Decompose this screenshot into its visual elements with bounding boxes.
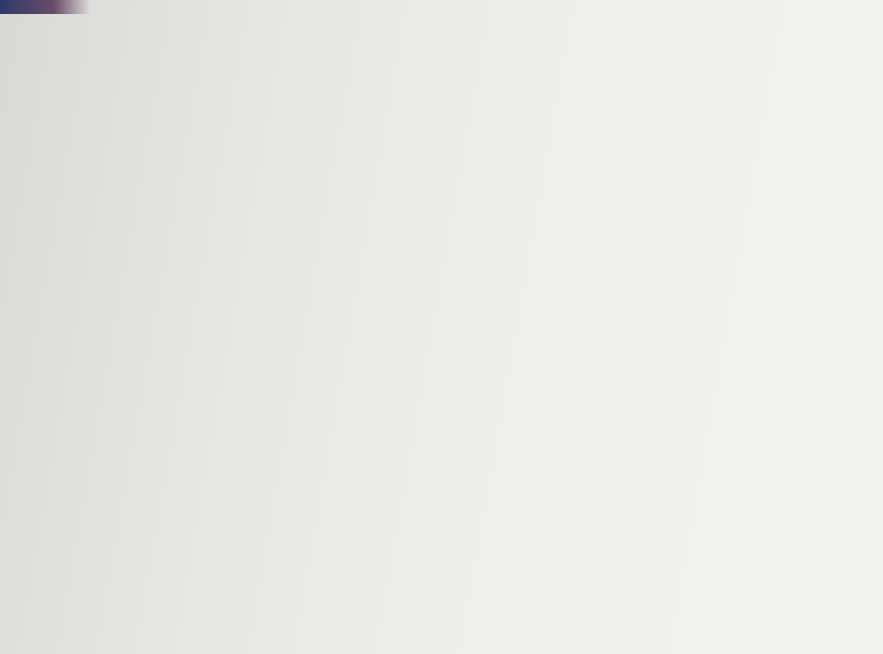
background-corner [0, 0, 90, 14]
